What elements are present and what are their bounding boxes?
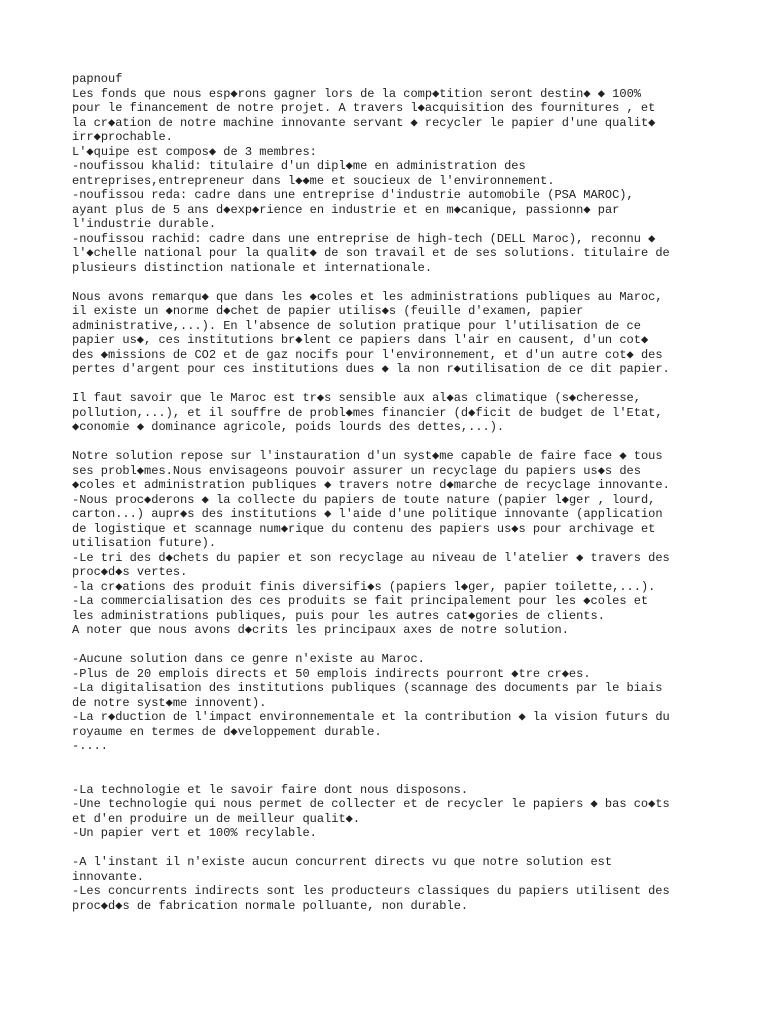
text-line: plusieurs distinction nationale et internationale.: [72, 260, 433, 275]
text-line: -la cr◆ations des produit finis diversifi◆s (papiers l◆ger, papier toilette,...).: [72, 579, 656, 594]
text-line: des ◆missions de CO2 et de gaz nocifs pour l'environnement, et d'un autre cot◆ des: [72, 347, 663, 362]
text-line: papier us◆, ces institutions br◆lent ce papiers dans l'air en causent, d'un cot◆: [72, 333, 649, 347]
text-line: administrative,...). En l'absence de solution pratique pour l'utilisation de ce: [72, 318, 641, 333]
text-line: papnouf: [72, 72, 123, 86]
text-line: -La technologie et le savoir faire dont nous disposons.: [72, 782, 469, 797]
text-line: irr◆prochable.: [72, 130, 173, 144]
text-line: ayant plus de 5 ans d◆exp◆rience en industrie et en m◆canique, passionn◆ par: [72, 202, 620, 217]
text-line: innovante.: [72, 869, 145, 884]
text-line: [72, 768, 712, 783]
text-line: pour le financement de notre projet. A travers l◆acquisition des fournitures , et: [72, 101, 656, 115]
text-line: -Aucune solution dans ce genre n'existe au Maroc.: [72, 652, 425, 666]
text-line: [72, 377, 712, 392]
text-line: L'◆quipe est compos◆ de 3 membres:: [72, 144, 317, 159]
text-line: -Les concurrents indirects sont les producteurs classiques du papiers utilisent des: [72, 884, 670, 898]
text-line: -La r◆duction de l'impact environnementale et la contribution ◆ la vision futurs du: [72, 710, 670, 724]
text-line: -Une technologie qui nous permet de collecter et de recycler le papiers ◆ bas co◆ts: [72, 797, 670, 811]
text-line: utilisation future).: [72, 536, 217, 550]
text-line: [72, 841, 712, 856]
text-line: Les fonds que nous esp◆rons gagner lors de la comp◆tition seront destin◆ ◆ 100%: [72, 86, 641, 101]
text-line: -....: [72, 739, 109, 753]
text-line: proc◆d◆s vertes.: [72, 565, 188, 579]
text-line: [72, 435, 712, 450]
text-line: ◆conomie ◆ dominance agricole, poids lourds des dettes,...).: [72, 420, 505, 434]
text-line: de notre syst◆me innovent).: [72, 695, 267, 710]
text-line: -noufissou rachid: cadre dans une entreprise de high-tech (DELL Maroc), reconnu ◆: [72, 231, 656, 246]
text-line: royaume en termes de d◆veloppement durable.: [72, 724, 382, 739]
text-line: [72, 275, 712, 290]
text-line: l'◆chelle national pour la qualit◆ de son travail et de ses solutions. titulaire de: [72, 246, 670, 260]
text-line: Il faut savoir que le Maroc est tr◆s sensible aux al◆as climatique (s◆cheresse,: [72, 391, 641, 405]
text-line: pertes d'argent pour ces institutions dues ◆ la non r◆utilisation de ce dit papier.: [72, 362, 670, 376]
text-line: proc◆d◆s de fabrication normale polluante, non durable.: [72, 898, 469, 913]
text-line: A noter que nous avons d◆crits les principaux axes de notre solution.: [72, 623, 569, 637]
text-line: les administrations publiques, puis pour les autres cat◆gories de clients.: [72, 608, 605, 623]
text-line: -Le tri des d◆chets du papier et son recyclage au niveau de l'atelier ◆ travers des: [72, 550, 670, 565]
text-line: la cr◆ation de notre machine innovante servant ◆ recycler le papier d'une qualit◆: [72, 115, 656, 130]
text-line: -noufissou reda: cadre dans une entreprise d'industrie automobile (PSA MAROC),: [72, 188, 634, 202]
text-line: [72, 754, 712, 769]
text-line: Notre solution repose sur l'instauration d'un syst◆me capable de faire face ◆ tous: [72, 449, 663, 463]
text-line: -La digitalisation des institutions publiques (scannage des documents par le biais: [72, 681, 663, 695]
text-line: -Nous proc◆derons ◆ la collecte du papiers de toute nature (papier l◆ger , lourd,: [72, 492, 656, 507]
text-line: ◆coles et administration publiques ◆ travers notre d◆marche de recyclage innovante.: [72, 478, 670, 492]
text-line: Nous avons remarqu◆ que dans les ◆coles et les administrations publiques au Maroc,: [72, 289, 663, 304]
text-line: l'industrie durable.: [72, 217, 217, 231]
text-line: carton...) aupr◆s des institutions ◆ l'aide d'une politique innovante (application: [72, 507, 663, 521]
text-line: il existe un ◆norme d◆chet de papier utilis◆s (feuille d'examen, papier: [72, 304, 584, 318]
text-line: -noufissou khalid: titulaire d'un dipl◆me en administration des: [72, 159, 526, 173]
text-line: [72, 638, 712, 653]
text-line: de logistique et scannage num◆rique du contenu des papiers us◆s pour archivage et: [72, 521, 656, 536]
text-line: -La commercialisation des ces produits se fait principalement pour les ◆coles et: [72, 594, 649, 608]
text-line: entreprises,entrepreneur dans l◆◆me et soucieux de l'environnement.: [72, 173, 555, 188]
document-body: [72, 72, 712, 913]
text-line: -Plus de 20 emplois directs et 50 emplois indirects pourront ◆tre cr◆es.: [72, 666, 591, 681]
text-line: -A l'instant il n'existe aucun concurrent directs vu que notre solution est: [72, 855, 613, 869]
text-line: -Un papier vert et 100% recylable.: [72, 826, 317, 840]
text-line: ses probl◆mes.Nous envisageons pouvoir assurer un recyclage du papiers us◆s des: [72, 463, 641, 478]
text-line: et d'en produire un de meilleur qualit◆.: [72, 811, 361, 826]
text-line: pollution,...), et il souffre de probl◆mes financier (d◆ficit de budget de l'Etat,: [72, 405, 663, 420]
